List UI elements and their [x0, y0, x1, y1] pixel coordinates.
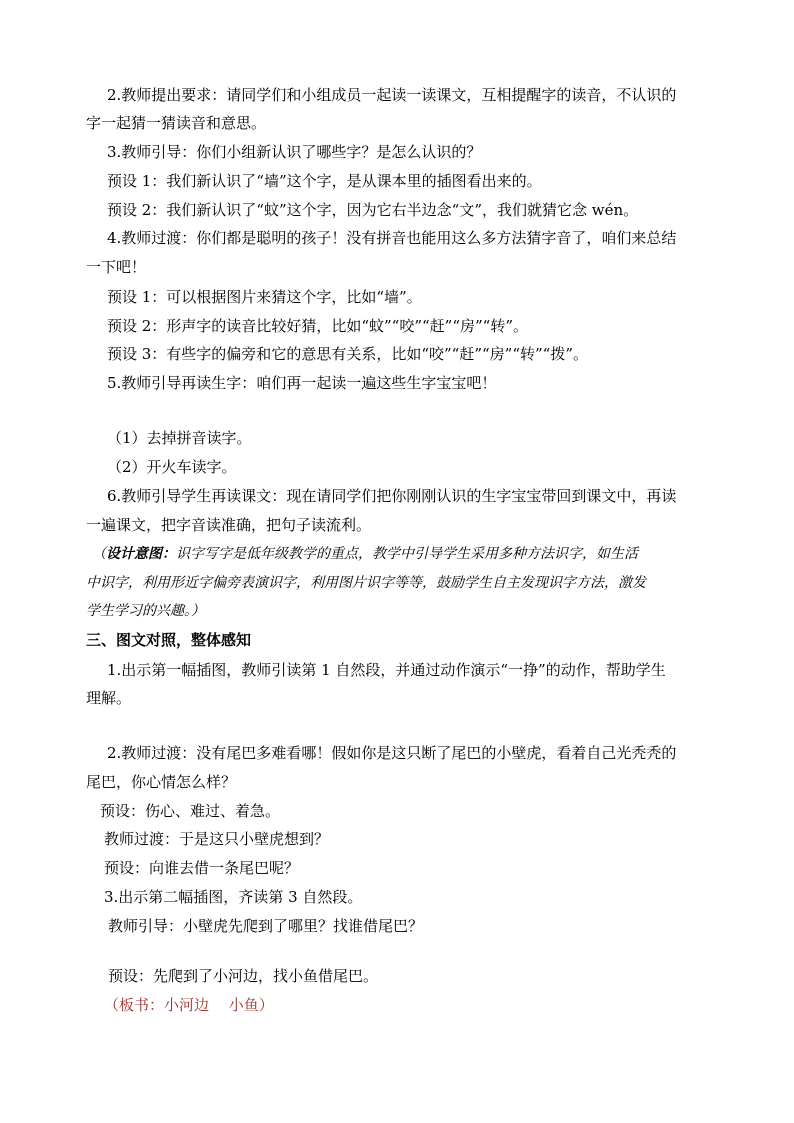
paragraph-line: 尾巴，你心情怎么样？	[86, 773, 237, 791]
paragraph-line: 理解。	[86, 689, 132, 707]
paragraph-line: 预设 2：形声字的读音比较好猜，比如“蚊”“咬”“赶”“房”“转”。	[107, 317, 528, 335]
paragraph-line: 2.教师提出要求：请同学们和小组成员一起读一读课文，互相提醒字的读音，不认识的	[107, 86, 677, 104]
design-note-line: 中识字，利用形近字偏旁表演识字，利用图片识字等等，鼓励学生自主发现识字方法，激发	[86, 575, 646, 591]
paragraph-line: 1.出示第一幅插图，教师引读第 1 自然段，并通过动作演示“一挣”的动作，帮助学生	[107, 661, 666, 679]
paragraph-line: 预设 1：可以根据图片来猜这个字，比如“墙”。	[107, 288, 422, 306]
paragraph-line: 预设 1：我们新认识了“墙”这个字，是从课本里的插图看出来的。	[107, 172, 542, 190]
paragraph-line: 一下吧！	[86, 258, 147, 276]
paragraph-line: 教师过渡：于是这只小壁虎想到？	[104, 830, 330, 848]
design-note-label: 设计意图：	[106, 546, 176, 562]
paragraph-line: 预设：伤心、难过、着急。	[100, 802, 281, 820]
paragraph-line: 6.教师引导学生再读课文：现在请同学们把你刚刚认识的生字宝宝带回到课文中，再读	[107, 487, 677, 505]
paragraph-line: （1）去掉拼音读字。	[107, 429, 252, 447]
paragraph-line: 预设 3：有些字的偏旁和它的意思有关系，比如“咬”“赶”“房”“转”“拨”。	[107, 345, 588, 363]
paragraph-line: 3.出示第二幅插图，齐读第 3 自然段。	[104, 888, 363, 906]
section-heading: 三、图文对照，整体感知	[86, 631, 252, 649]
paragraph-line: 预设：先爬到了小河边，找小鱼借尾巴。	[108, 967, 379, 985]
paragraph-line: 3.教师引导：你们小组新认识了哪些字？是怎么认识的？	[107, 143, 482, 161]
paragraph-line: 一遍课文，把字音读准确，把句子读流利。	[86, 516, 372, 534]
design-note-line: （设计意图：识字写字是低年级教学的重点，教学中引导学生采用多种方法识字，如生活	[92, 546, 638, 562]
paragraph-line: 2.教师过渡：没有尾巴多难看哪！假如你是这只断了尾巴的小壁虎，看着自己光秃秃的	[107, 744, 677, 762]
blackboard-note: （板书：小河边 小鱼）	[104, 996, 274, 1014]
design-note-line: 学生学习的兴趣。）	[86, 603, 205, 619]
paragraph-line: 教师引导：小壁虎先爬到了哪里？找谁借尾巴？	[108, 917, 424, 935]
paragraph-line: 预设 2：我们新认识了“蚊”这个字，因为它右半边念“文”，我们就猜它念 wén。	[107, 201, 639, 219]
paragraph-line: 预设：向谁去借一条尾巴呢？	[104, 859, 300, 877]
paragraph-line: 5.教师引导再读生字：咱们再一起读一遍这些生字宝宝吧！	[107, 374, 497, 392]
paragraph-line: （2）开火车读字。	[107, 458, 237, 476]
paragraph-line: 字一起猜一猜读音和意思。	[86, 114, 267, 132]
paragraph-line: 4.教师过渡：你们都是聪明的孩子！没有拼音也能用这么多方法猜字音了，咱们来总结	[107, 229, 677, 247]
